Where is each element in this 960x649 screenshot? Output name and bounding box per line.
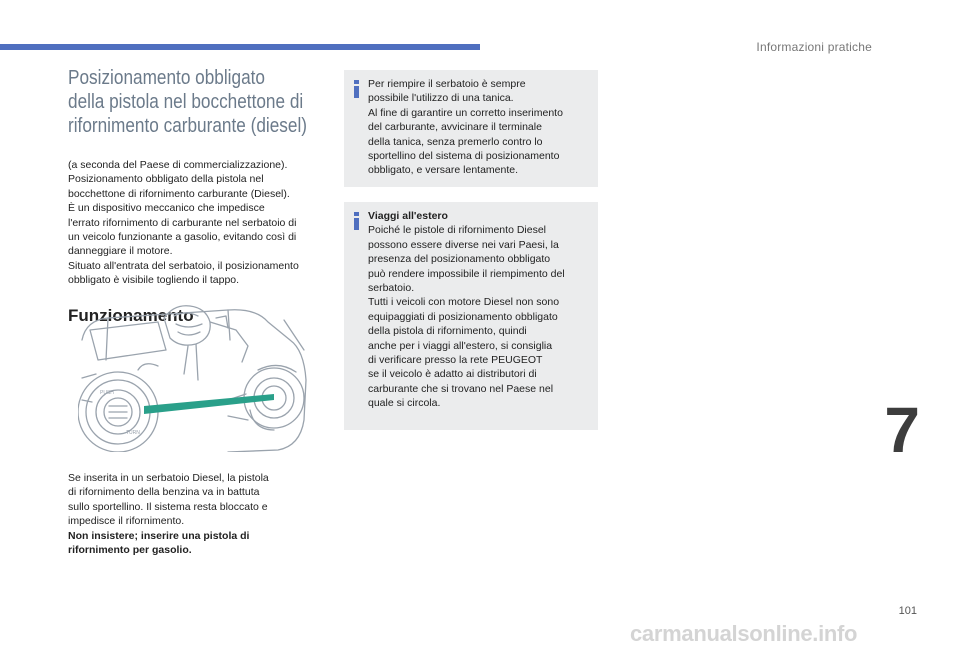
watermark: carmanualsonline.info: [630, 621, 858, 646]
fuel-filler-illustration: [78, 300, 314, 452]
chapter-number: 7: [884, 394, 920, 466]
svg-text:TURN: TURN: [126, 430, 140, 436]
bottom-text: Se inserita in un serbatoio Diesel, la pistola di rifornimento della benzina va in battuta sullo sportellino. Il sistema resta bloccato e impedisce il rifornimento. Non insistere; inserire una pistola di rifornimento per gasolio.: [68, 472, 269, 557]
page-number: 101: [898, 605, 917, 617]
left-column: [68, 66, 330, 326]
section-label: Informazioni pratiche: [756, 40, 872, 54]
section-heading: Funzionamento: [68, 305, 194, 325]
info-box-title: Viaggi all'estero: [368, 210, 448, 222]
intro-text: (a seconda del Paese di commercializzazione). Posizionamento obbligato della pistola nel bocchettone di rifornimento carburante (Diesel). È un dispositivo meccanico che impedisce l'errato rifornimento di carburante nel serbatoio di un veicolo funzionante a gasolio, evitando così di danneggiare il motore. Situato all'entrata del serbatoio, il posizionamento obbligato è visibile togliendo il tappo.: [68, 159, 299, 287]
svg-text:PUSH: PUSH: [100, 390, 114, 396]
info-box-tanica: Per riempire il serbatoio è sempre possibile l'utilizzo di una tanica. Al fine di garantire un corretto inserimento del carburante, avvicinare il terminale della tanica, senza premerlo contro lo sportellino del sistema di posizionamento obbligato, e versare lentamente.: [344, 70, 598, 187]
page-title: Posizionamento obbligato della pistola nel bocchettone di rifornimento carburante (diesel): [68, 67, 307, 137]
info-icon: [352, 212, 362, 230]
info-box-viaggi: Viaggi all'estero Poiché le pistole di rifornimento Diesel possono essere diverse nei vari Paesi, la presenza del posizionamento obbligato può rendere impossibile il riempimento del serbatoio. Tutti i veicoli con motore Diesel non sono equipaggiati di posizionamento obbligato della pistola di rifornimento, quindi anche per i viaggi all'estero, si consiglia di verificare presso la rete PEUGEOT se il veicolo è adatto ai distributori di carburante che si trovano nel Paese nel quale si circola.: [344, 202, 598, 430]
header-accent-bar: [0, 44, 480, 50]
info-icon: [352, 80, 362, 98]
